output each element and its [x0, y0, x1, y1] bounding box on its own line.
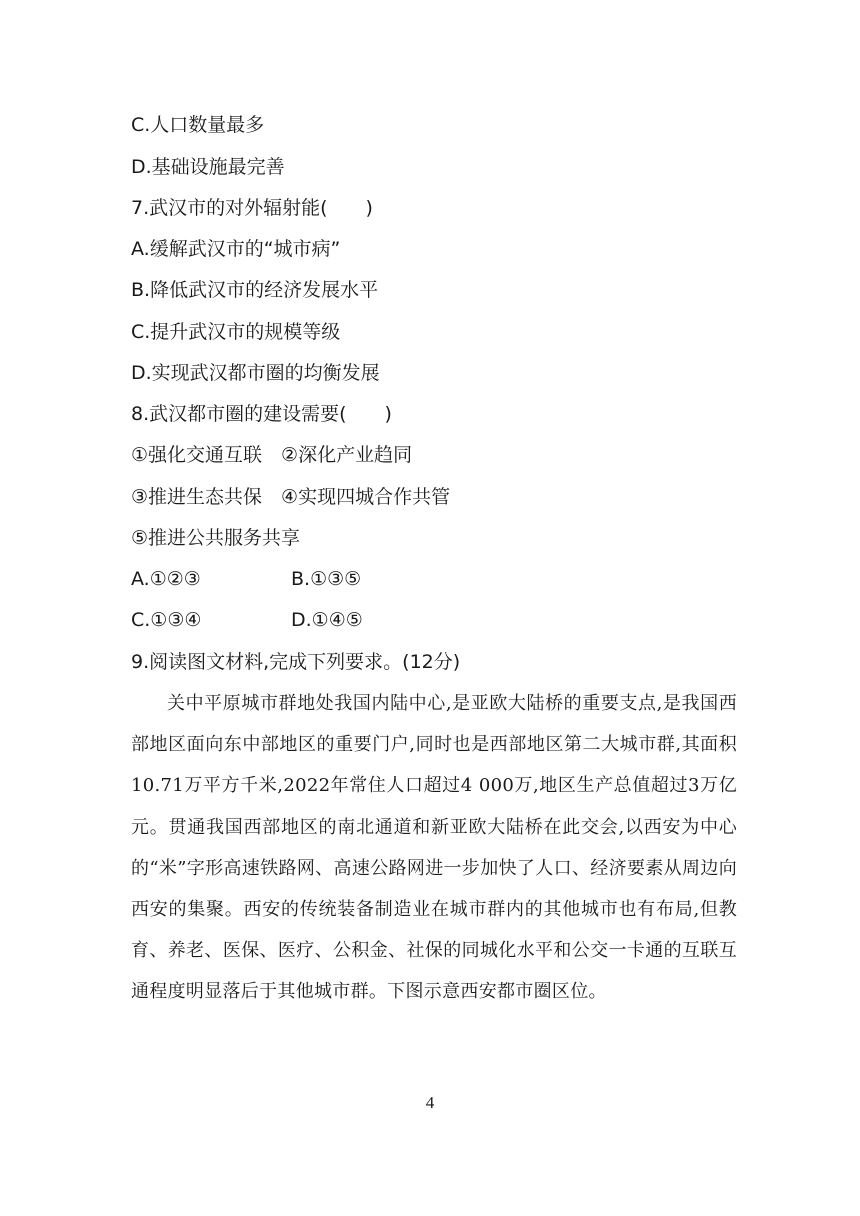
q8-item-line-1: ①强化交通互联 ②深化产业趋同 — [131, 444, 413, 466]
q8-option-c: C.①③④ — [131, 609, 202, 631]
q7-option-b: B.降低武汉市的经济发展水平 — [131, 279, 379, 301]
q8-stem: 8.武汉都市圈的建设需要( ) — [131, 403, 392, 425]
page-number: 4 — [425, 1093, 435, 1112]
q8-item-line-2: ③推进生态共保 ④实现四城合作共管 — [131, 486, 451, 508]
q9-stem: 9.阅读图文材料,完成下列要求。(12分) — [131, 651, 461, 673]
q8-option-b: B.①③⑤ — [291, 568, 362, 590]
q8-option-a: A.①②③ — [131, 568, 201, 590]
q8-item-line-3: ⑤推进公共服务共享 — [131, 527, 301, 549]
q6-option-c: C.人口数量最多 — [131, 114, 265, 136]
q7-option-d: D.实现武汉都市圈的均衡发展 — [131, 362, 380, 384]
q7-option-a: A.缓解武汉市的“城市病” — [131, 238, 341, 260]
q6-option-d: D.基础设施最完善 — [131, 156, 285, 178]
q8-option-d: D.①④⑤ — [291, 609, 363, 631]
q7-stem: 7.武汉市的对外辐射能( ) — [131, 197, 373, 219]
q9-passage: 关中平原城市群地处我国内陆中心,是亚欧大陆桥的重要支点,是我国西部地区面向东中部地区的重要门户,同时也是西部地区第二大城市群,其面积10.71万平方千米,2022年常住人口超过4 000万,地区生产总值超过3万亿元。贯通我国西部地区的南北通道和新亚欧大陆桥在此交会,以西安为中心的“米”字形高速铁路网、高速公路网进一步加快了人口、经济要素从周边向西安的集聚。西安的传统装备制造业在城市群内的其他城市也有布局,但教育、养老、医保、医疗、公积金、社保的同城化水平和公交一卡通的互联互通程度明显落后于其他城市群。下图示意西安都市圈区位。 — [131, 693, 737, 1003]
q7-option-c: C.提升武汉市的规模等级 — [131, 321, 341, 343]
